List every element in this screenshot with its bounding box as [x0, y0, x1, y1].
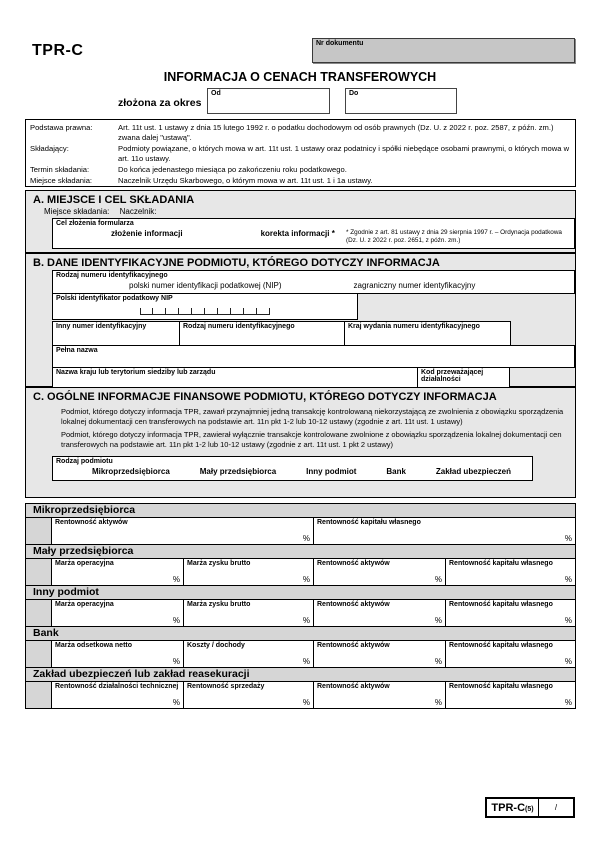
percent-sign: %	[172, 575, 180, 584]
document-number-label: Nr dokumentu	[316, 40, 364, 47]
field-label: Rentowność aktywów	[317, 683, 390, 690]
legal-text: Do końca jedenastego miesiąca po zakończeniu roku podatkowego.	[118, 165, 347, 175]
gray-filler-cell	[26, 600, 52, 626]
field-label: Rentowność aktywów	[317, 560, 390, 567]
inny-numer-field[interactable]	[52, 321, 180, 346]
section-c-paragraph-2: Podmiot, którego dotyczy informacja TPR, zawierał wyłącznie transakcje kontrolowane zwolnione z obowiązku sporządzenia lokalnej dokumentacji cen transferowych na podstawie art. 11n pkt 1-2 lub 10-12 ustawy (zgodnie z art. 11t ust. 1 pkt 2 ustawy)	[61, 430, 562, 450]
footnote-line2: (Dz. U. z 2022 r. poz. 2651, z późn. zm.)	[346, 237, 461, 245]
rodzaj-podmiotu-box	[52, 456, 533, 481]
financial-subsections	[25, 504, 576, 709]
percent-sign: %	[564, 575, 572, 584]
field-label: Rentowność kapitału własnego	[449, 601, 553, 608]
rodzaj-numeru2-label: Rodzaj numeru identyfikacyjnego	[183, 323, 295, 330]
option-zlozenie-informacji[interactable]: złożenie informacji	[111, 229, 183, 238]
percent-sign: %	[302, 616, 310, 625]
percent-sign: %	[434, 575, 442, 584]
band-title-maly-przedsiebiorca: Mały przedsiębiorca	[25, 544, 576, 559]
field-label: Rentowność aktywów	[317, 642, 390, 649]
form-title: INFORMACJA O CENACH TRANSFEROWYCH	[163, 70, 437, 84]
footer-version: (5)	[525, 806, 534, 813]
nazwa-kraju-label: Nazwa kraju lub terytorium siedziby lub zarządu	[56, 369, 216, 376]
document-number-box	[312, 38, 575, 63]
field-label: Marża operacyjna	[55, 560, 114, 567]
naczelnik-value: Naczelnik:	[119, 207, 157, 216]
field-label: Rentowność sprzedaży	[187, 683, 265, 690]
percent-sign: %	[564, 534, 572, 543]
field-label: Koszty / dochody	[187, 642, 245, 649]
section-b-title: B. DANE IDENTYFIKACYJNE PODMIOTU, KTÓREGO DOTYCZY INFORMACJA	[33, 257, 440, 269]
field-rentownosc-kapitalu[interactable]	[446, 641, 575, 667]
section-c	[25, 387, 576, 498]
legal-row-miejsce	[30, 176, 571, 186]
percent-sign: %	[434, 657, 442, 666]
nip-field[interactable]	[52, 293, 358, 320]
form-code: TPR-C	[32, 42, 84, 59]
period-to-field[interactable]	[345, 88, 457, 114]
kraj-wydania-label: Kraj wydania numeru identyfikacyjnego	[348, 323, 480, 330]
nip-digit-comb[interactable]	[140, 308, 270, 315]
legal-label: Składający:	[30, 144, 69, 154]
gray-filler-cell	[26, 518, 52, 544]
section-c-paragraph-1: Podmiot, którego dotyczy informacja TPR, zawarł przynajmniej jedną transakcję kontrolowaną niekorzystającą ze zwolnienia z obowiązku sporządzenia lokalnej dokumentacji cen transferowych na podstawie art. 11n pkt 1-2 lub 10-12 ustawy (zgodnie z art. 11t ust. 1 ustawy)	[61, 407, 564, 427]
legal-label: Termin składania:	[30, 165, 90, 175]
field-label: Marża zysku brutto	[187, 601, 251, 608]
legal-label: Miejsce składania:	[30, 176, 93, 186]
field-label: Marża odsetkowa netto	[55, 642, 133, 649]
band-title-bank: Bank	[25, 626, 576, 641]
gray-filler-cell	[26, 559, 52, 585]
footer-code-text: TPR-C	[491, 801, 526, 814]
rodzaj-numeru-label: Rodzaj numeru identyfikacyjnego	[56, 272, 168, 279]
field-marza-odsetkowa[interactable]	[52, 641, 184, 667]
field-koszty-dochody[interactable]	[184, 641, 314, 667]
field-rentownosc-aktywow[interactable]	[314, 559, 446, 585]
option-mikroprzedsiebiorca[interactable]: Mikroprzedsiębiorca	[91, 466, 170, 476]
band-title-zaklad-ubezpieczen: Zakład ubezpieczeń lub zakład reasekuracji	[25, 667, 576, 682]
field-label: Rentowność kapitału własnego	[317, 519, 421, 526]
other-id-row	[52, 321, 575, 346]
legal-row-podstawa	[30, 123, 571, 143]
percent-sign: %	[302, 657, 310, 666]
section-a	[25, 190, 576, 253]
field-label: Rentowność kapitału własnego	[449, 683, 553, 690]
option-inny-podmiot[interactable]: Inny podmiot	[306, 466, 357, 476]
section-a-title: A. MIEJSCE I CEL SKŁADANIA	[33, 194, 195, 206]
cel-options-row	[53, 229, 574, 246]
percent-sign: %	[302, 575, 310, 584]
field-label: Rentowność kapitału własnego	[449, 642, 553, 649]
percent-sign: %	[302, 534, 310, 543]
option-korekta-informacji[interactable]: korekta informacji *	[260, 229, 335, 238]
nip-row	[52, 293, 575, 320]
percent-sign: %	[564, 616, 572, 625]
field-rentownosc-aktywow[interactable]	[314, 641, 446, 667]
field-marza-operacyjna[interactable]	[52, 559, 184, 585]
option-zagraniczny-numer[interactable]: zagraniczny numer identyfikacyjny	[353, 281, 476, 290]
field-rentownosc-aktywow[interactable]	[314, 600, 446, 626]
inny-numer-label: Inny numer identyfikacyjny	[56, 323, 147, 330]
percent-sign: %	[434, 616, 442, 625]
footer-page-slash: /	[538, 799, 573, 816]
legal-info-box	[25, 119, 576, 187]
percent-sign: %	[172, 657, 180, 666]
field-rentownosc-kapitalu[interactable]	[446, 600, 575, 626]
gray-filler-cell	[26, 641, 52, 667]
rodzaj-podmiotu-label: Rodzaj podmiotu	[56, 457, 113, 465]
field-rentownosc-aktywow[interactable]	[314, 682, 446, 708]
gray-filler-cell	[26, 682, 52, 708]
field-label: Rentowność aktywów	[317, 601, 390, 608]
pelna-nazwa-label: Pełna nazwa	[56, 347, 98, 354]
field-marza-zysku-brutto[interactable]	[184, 600, 314, 626]
option-zaklad-ubezpieczen[interactable]: Zakład ubezpieczeń	[435, 466, 511, 476]
footnote-line1: * Zgodnie z art. 81 ustawy z dnia 29 sierpnia 1997 r. – Ordynacja podatkowa	[346, 229, 562, 236]
field-marza-operacyjna[interactable]	[52, 600, 184, 626]
band-title-inny-podmiot: Inny podmiot	[25, 585, 576, 600]
period-from-field[interactable]	[207, 88, 330, 114]
field-rentownosc-kapitalu[interactable]	[446, 682, 575, 708]
field-label: Marża operacyjna	[55, 601, 114, 608]
band-row-zaklad-ubezpieczen	[25, 682, 576, 709]
field-rentownosc-kapitalu[interactable]	[446, 559, 575, 585]
nip-label: Polski identyfikator podatkowy NIP	[56, 295, 173, 302]
field-label: Marża zysku brutto	[187, 560, 251, 567]
band-row-maly-przedsiebiorca	[25, 559, 576, 586]
period-to-label: Do	[349, 90, 359, 97]
field-label: Rentowność aktywów	[55, 519, 128, 526]
option-maly-przedsiebiorca[interactable]: Mały przedsiębiorca	[199, 466, 277, 476]
pelna-nazwa-field[interactable]	[52, 345, 575, 368]
legal-text: Podmioty powiązane, o których mowa w art. 11t ust. 1 ustawy oraz podatnicy i spółki niebędące osobami prawnymi, o których mowa w art. 11o ustawy.	[118, 144, 570, 164]
rodzaj-podmiotu-options	[53, 465, 532, 478]
footer-form-code	[487, 799, 538, 816]
kraj-wydania-field[interactable]	[345, 321, 511, 346]
legal-text: Naczelnik Urzędu Skarbowego, o którym mowa w art. 11t ust. 1 i 1a ustawy.	[118, 176, 373, 186]
cel-zlozenia-box	[52, 218, 575, 249]
miejsce-skladania-label: Miejsce składania:	[44, 207, 110, 216]
legal-text: Art. 11t ust. 1 ustawy z dnia 15 lutego 1992 r. o podatku dochodowym od osób prawnych (Dz. U. z 2022 r. poz. 2587, z późn. zm.) zwana dalej "ustawą".	[118, 123, 554, 143]
band-row-mikroprzedsiebiorca	[25, 518, 576, 545]
percent-sign: %	[564, 698, 572, 707]
field-rentownosc-kapitalu[interactable]	[314, 518, 575, 544]
field-label: Rentowność kapitału własnego	[449, 560, 553, 567]
legal-row-skladajacy	[30, 144, 571, 164]
kod-dzialalnosci-label: Kod przeważającej działalności	[421, 369, 484, 383]
option-bank[interactable]: Bank	[386, 466, 406, 476]
field-rentownosc-technicznej[interactable]	[52, 682, 184, 708]
field-label: Rentowność działalności technicznej	[55, 683, 179, 690]
legal-row-termin	[30, 165, 571, 175]
korekta-footnote	[346, 229, 574, 246]
percent-sign: %	[172, 698, 180, 707]
section-b	[25, 253, 576, 387]
band-row-bank	[25, 641, 576, 668]
percent-sign: %	[434, 698, 442, 707]
percent-sign: %	[172, 616, 180, 625]
legal-label: Podstawa prawna:	[30, 123, 93, 132]
rodzaj-numeru-box	[52, 270, 575, 294]
percent-sign: %	[564, 657, 572, 666]
cel-zlozenia-label: Cel złożenia formularza	[56, 220, 134, 227]
miejsce-skladania-line	[44, 207, 575, 216]
rodzaj-numeru-field[interactable]	[180, 321, 345, 346]
form-version-box	[485, 797, 575, 818]
rodzaj-numeru-options	[129, 281, 574, 290]
percent-sign: %	[302, 698, 310, 707]
period-label: złożona za okres	[118, 97, 202, 109]
band-row-inny-podmiot	[25, 600, 576, 627]
period-from-label: Od	[211, 90, 221, 97]
field-rentownosc-aktywow[interactable]	[52, 518, 314, 544]
field-marza-zysku-brutto[interactable]	[184, 559, 314, 585]
section-c-title: C. OGÓLNE INFORMACJE FINANSOWE PODMIOTU, KTÓREGO DOTYCZY INFORMACJA	[33, 391, 497, 403]
field-rentownosc-sprzedazy[interactable]	[184, 682, 314, 708]
option-nip[interactable]: polski numer identyfikacji podatkowej (NIP)	[129, 281, 282, 290]
band-title-mikroprzedsiebiorca: Mikroprzedsiębiorca	[25, 503, 576, 518]
